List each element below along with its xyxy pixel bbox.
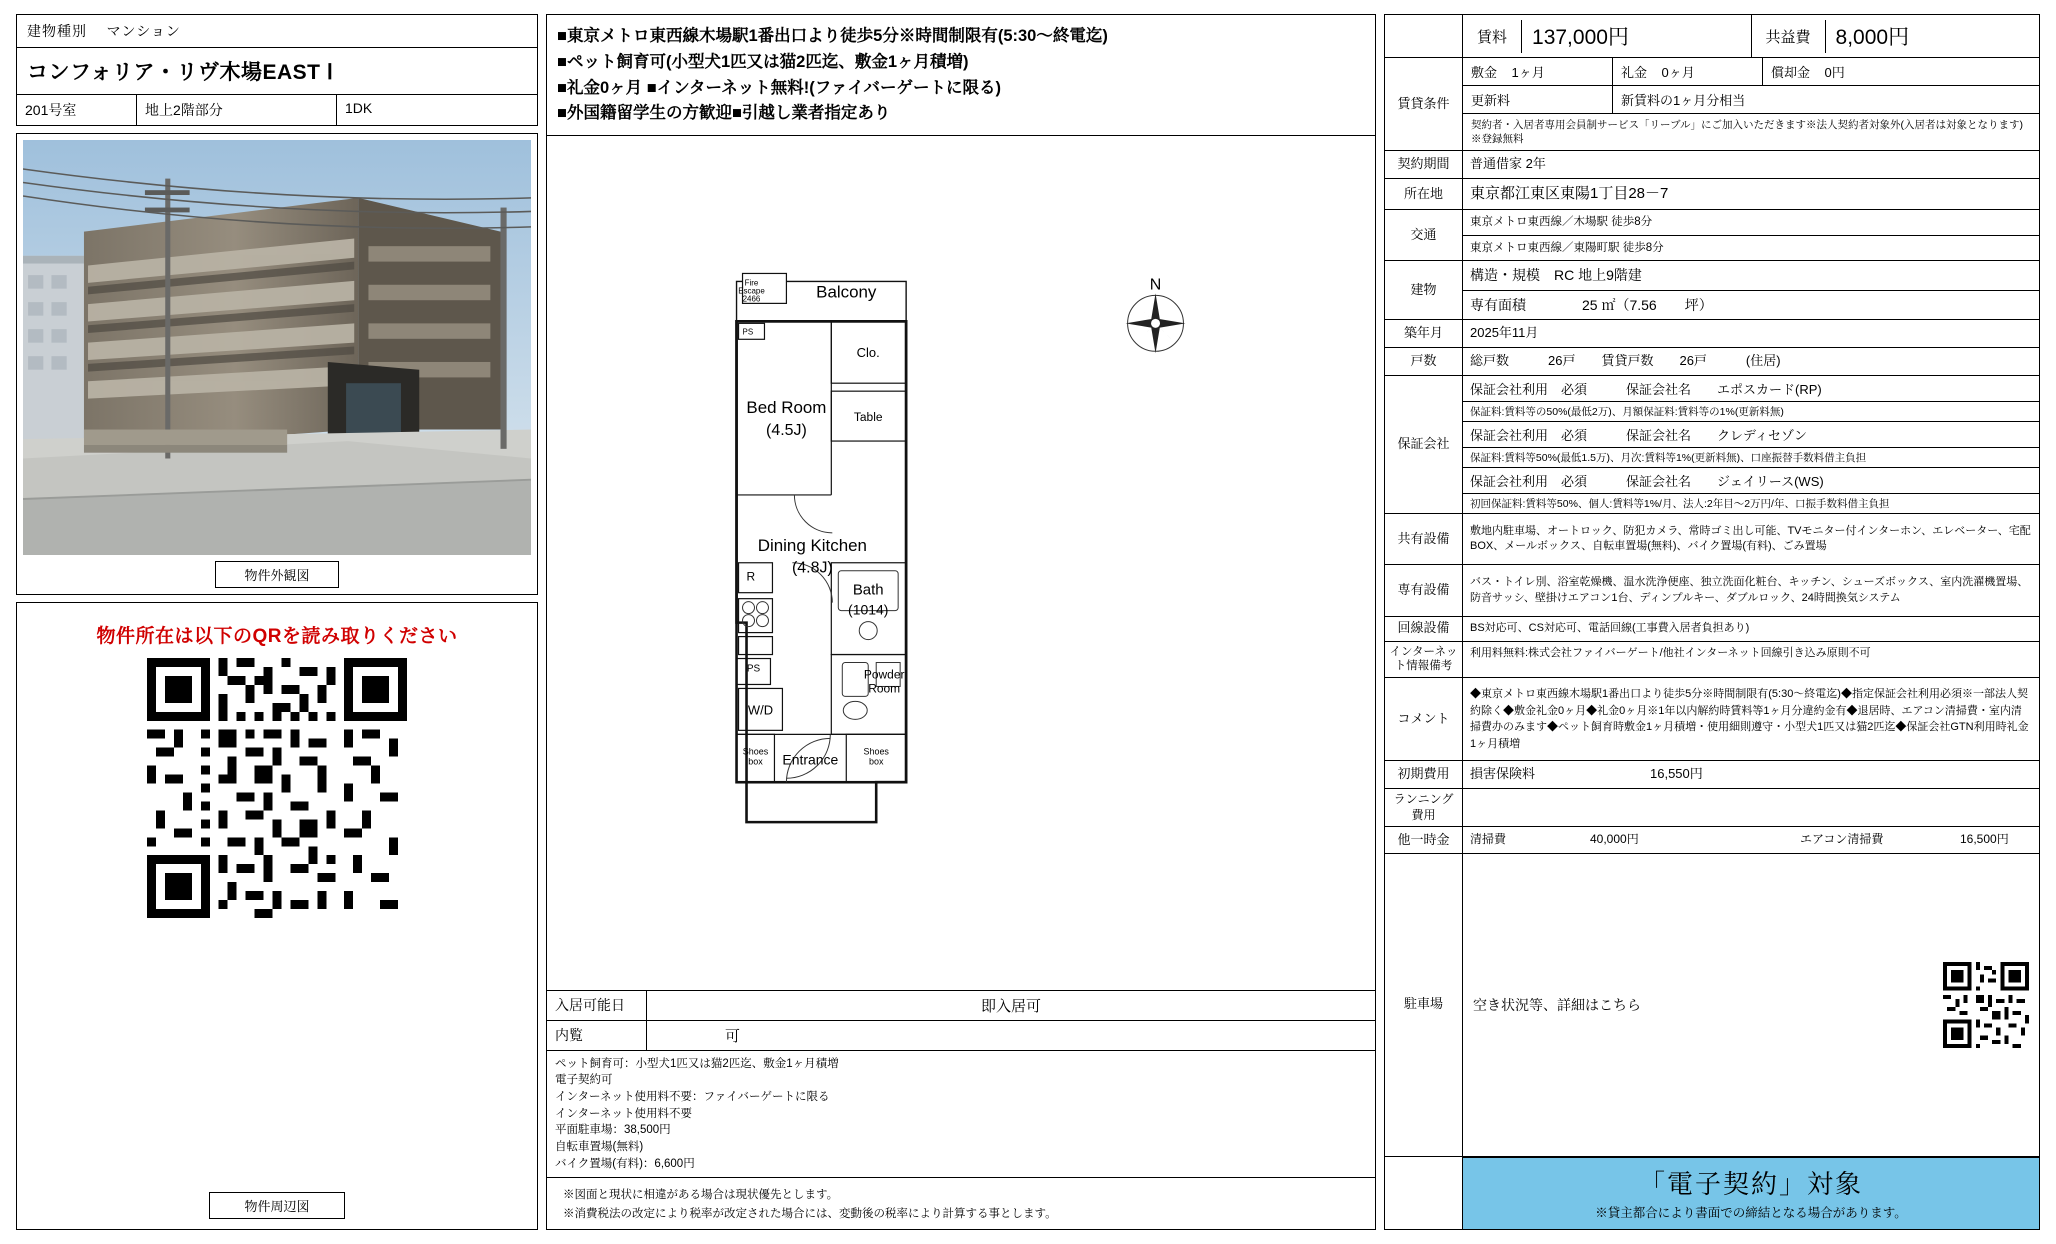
contract-period-label: 契約期間 (1385, 151, 1463, 178)
contract-period-value: 普通借家 2年 (1470, 156, 1546, 172)
table-label: Table (853, 410, 883, 425)
private-facilities-row (1385, 565, 2039, 617)
floorplan-box (546, 136, 1376, 991)
rent-header (1385, 15, 2039, 58)
right-column (1384, 14, 2040, 1230)
terms-row (1385, 58, 2039, 151)
footnote-line-1: ※図面と現状に相違がある場合は現状優先とします。 (563, 1189, 839, 1202)
guarantor-1-detail: 保証料:賃料等の50%(最低2万)、月額保証料:賃料等の1%(更新料無) (1463, 402, 2039, 422)
location-qr-code[interactable] (147, 658, 407, 918)
center-column (546, 14, 1376, 1230)
room-info-row (17, 95, 537, 125)
map-caption-wrap (23, 1192, 531, 1223)
amortization-value: 0円 (1824, 65, 1845, 80)
svg-text:2466: 2466 (742, 294, 761, 304)
guarantor-label: 保証会社 (1385, 376, 1463, 513)
shoes-box-label-1: Shoes (742, 746, 769, 757)
guarantor-1-line: 保証会社利用 必須 保証会社名 エポスカード(RP) (1463, 376, 2039, 402)
fineprint-line-3: インターネット使用料不要：ファイバーゲートに限る (555, 1090, 830, 1103)
building-label: 建物 (1385, 261, 1463, 319)
room-number: 201号室 (17, 95, 137, 125)
building-row (1385, 261, 2039, 320)
comment-label: コメント (1385, 678, 1463, 760)
line-equipment-value: BS対応可、CS対応可、電話回線(工事費入居者負担あり) (1470, 622, 1750, 635)
comment-value: ◆東京メトロ東西線木場駅1番出口より徒歩5分※時間制限有(5:30～終電迄)◆指定保証会社利用必須※一部法人契約除く◆敷金礼金0ヶ月◆礼金0ヶ月※1年以内解約時賃料等1ヶ月分違約金有◆退居時、エアコン清掃費・室内清掃費办のみます◆ペット飼育時敷金1ヶ月積増・使用細則遵守・小型犬1匹又は猫2匹迄◆保証会社GTN利用時礼金1ヶ月積増 (1470, 688, 2029, 750)
deposit-value: 1ヶ月 (1511, 65, 1545, 80)
denshi-banner (1463, 1157, 2039, 1229)
denshi-note: ※貸主都合により書面での締結となる場合があります。 (1595, 1206, 1907, 1220)
room-layout: 1DK (345, 100, 373, 116)
note-line-4: ■外国籍留学生の方歓迎■引越し業者指定あり (557, 104, 891, 123)
denshi-row (1385, 1157, 2039, 1229)
address-value: 東京都江東区東陽1丁目28－7 (1470, 185, 1669, 203)
dining-kitchen-label: Dining Kitchen (757, 535, 867, 555)
common-facilities-label: 共有設備 (1385, 514, 1463, 565)
deposit-label: 敷金 (1471, 65, 1498, 80)
building-type-row (17, 15, 537, 48)
left-column (16, 14, 538, 1230)
powder-room-label: Powder (863, 667, 905, 682)
fineprint-line-1: ペット飼育可：小型犬1匹又は猫2匹迄、敷金1ヶ月積増 (555, 1057, 839, 1070)
denshi-title: 「電子契約」対象 (1638, 1169, 1863, 1199)
property-header (16, 14, 538, 126)
building-type-label: 建物種別 (27, 23, 87, 39)
other-cost-value-1: 40,000円 (1590, 832, 1639, 847)
other-cost-item-2: エアコン清掃費 (1800, 832, 1884, 847)
transport-line-1: 東京メトロ東西線／木場駅 徒歩8分 (1463, 210, 2039, 236)
fineprint-line-5: 平面駐車場：38,500円 (555, 1124, 671, 1137)
svg-text:Escape: Escape (738, 286, 765, 296)
other-cost-row (1385, 827, 2039, 853)
preview-row (547, 1021, 1375, 1051)
running-cost-label: ランニング費用 (1385, 789, 1463, 826)
page-title: コンフォリア・リヴ木場EAST Ⅰ (17, 48, 537, 95)
common-facilities-row (1385, 514, 2039, 566)
availability-box (546, 991, 1376, 1230)
compass-rose (1126, 276, 1186, 353)
bath-label: Bath (852, 581, 884, 599)
key-money-value: 0ヶ月 (1661, 65, 1695, 80)
svg-text:box: box (868, 756, 884, 767)
guarantor-3-detail: 初回保証料:賃料等50%、個人:賃料等1%/月、法人:2年目～2万円/年、口振手数料借主負担 (1470, 497, 1890, 510)
fineprint-line-4: インターネット使用料不要 (555, 1107, 692, 1120)
washer-dryer-label: W/D (747, 702, 774, 718)
fineprint-line-6: 自転車置場(無料) (555, 1140, 644, 1153)
line-equipment-label: 回線設備 (1385, 617, 1463, 640)
comment-row (1385, 678, 2039, 761)
transport-label: 交通 (1385, 210, 1463, 260)
svg-text:(4.5J): (4.5J) (766, 422, 807, 440)
renewal-row (1463, 86, 2039, 114)
common-facilities-value: 敷地内駐車場、オートロック、防犯カメラ、常時ゴミ出し可能、TVモニター付インターホン、エレベーター、宅配BOX、メールボックス、自転車置場(無料)、バイク置場(有料)、ごみ置場 (1470, 524, 2031, 552)
initial-cost-label: 初期費用 (1385, 761, 1463, 788)
internet-row (1385, 642, 2039, 679)
move-in-row (547, 991, 1375, 1021)
move-in-value: 即入居可 (980, 997, 1041, 1015)
refrigerator-label: R (746, 569, 756, 584)
key-money-cell (1613, 58, 1763, 85)
notes-block (546, 14, 1376, 136)
fineprint-line-2: 電子契約可 (555, 1074, 613, 1087)
svg-text:PS: PS (742, 327, 754, 337)
svg-text:box: box (748, 756, 763, 767)
move-in-label: 入居可能日 (547, 991, 647, 1020)
preview-label: 内覧 (547, 1021, 647, 1050)
note-line-1: ■東京メトロ東西線木場駅1番出口より徒歩5分※時間制限有(5:30～終電迄) (557, 27, 1108, 45)
building-type-value: マンション (106, 23, 181, 39)
age-row (1385, 320, 2039, 348)
deposit-cell (1463, 58, 1613, 85)
exterior-caption: 物件外観図 (215, 561, 338, 588)
transport-row (1385, 210, 2039, 261)
rent-value: 137,000円 (1532, 26, 1629, 49)
units-row (1385, 348, 2039, 376)
parking-value: 空き状況等、詳細はこちら (1473, 996, 1641, 1013)
exterior-photo-box (16, 133, 538, 595)
balcony-label: Balcony (816, 282, 877, 302)
private-facilities-value: バス・トイレ別、浴室乾燥機、温水洗浄便座、独立洗面化粧台、キッチン、シューズボックス、室内洗濯機置場、防音サッシ、壁掛けエアコン1台、ディンプルキー、ダブルロック、24時間換気システム (1470, 576, 2029, 604)
internet-label: インターネット情報備考 (1385, 642, 1463, 678)
age-value: 2025年11月 (1470, 324, 1539, 340)
svg-text:Room: Room (868, 681, 901, 696)
preview-value: 可 (725, 1027, 741, 1045)
parking-label: 駐車場 (1385, 854, 1463, 1156)
internet-value: 利用料無料:株式会社ファイバーゲート/他社インターネット回線引き込み原則不可 (1470, 646, 1871, 659)
contract-period-row (1385, 151, 2039, 179)
fineprint-line-7: バイク置場(有料)：6,600円 (555, 1157, 695, 1170)
guarantor-2-line: 保証会社利用 必須 保証会社名 クレディセゾン (1463, 422, 2039, 448)
fire-escape-label: Fire (744, 278, 759, 288)
entrance-label: Entrance (782, 751, 839, 768)
shoes-box-label-2: Shoes (863, 746, 889, 757)
private-facilities-label: 専有設備 (1385, 565, 1463, 616)
svg-text:(4.8J): (4.8J) (791, 559, 833, 577)
transport-line-2: 東京メトロ東西線／東陽町駅 徒歩8分 (1470, 241, 1664, 254)
address-row (1385, 179, 2039, 210)
member-service-note: 契約者・入居者専用会員制サービス「リーブル」にご加入いただきます※法人契約者対象外(入居者は対象となります) ※登録無料 (1471, 119, 2034, 146)
deposit-row (1463, 58, 2039, 86)
initial-cost-row (1385, 761, 2039, 789)
amortization-label: 償却金 (1771, 65, 1811, 80)
age-label: 築年月 (1385, 320, 1463, 347)
renewal-value: 新賃料の1ヶ月分相当 (1621, 93, 1746, 108)
guarantor-row (1385, 376, 2039, 514)
qr-title: 物件所在は以下のQRを読み取りください (96, 626, 458, 647)
other-cost-value-2: 16,500円 (1960, 832, 2009, 847)
svg-text:N: N (1149, 276, 1162, 294)
footnote-block (547, 1178, 1375, 1229)
address-label: 所在地 (1385, 179, 1463, 209)
note-line-2: ■ペット飼育可(小型犬1匹又は猫2匹迄、敷金1ヶ月積増) (557, 52, 969, 71)
guarantor-3-line: 保証会社利用 必須 保証会社名 ジェイリース(WS) (1463, 468, 2039, 494)
parking-row (1385, 854, 2039, 1157)
svg-text:(1014): (1014) (848, 601, 889, 618)
exterior-photo (23, 140, 531, 555)
line-equipment-row (1385, 617, 2039, 641)
building-structure: 構造・規模 RC 地上9階建 (1463, 261, 2039, 290)
units-label: 戸数 (1385, 348, 1463, 375)
map-caption: 物件周辺図 (209, 1192, 344, 1219)
note-line-3: ■礼金0ヶ月 ■インターネット無料!(ファイバーゲートに限る) (557, 78, 1002, 97)
running-cost-row (1385, 789, 2039, 827)
room-floor: 地上2階部分 (137, 95, 337, 125)
units-value: 総戸数 26戸 賃貸戸数 26戸 (住居) (1470, 352, 1781, 368)
bedroom-label: Bed Room (746, 398, 827, 418)
running-cost-value (1463, 789, 2039, 826)
renewal-label: 更新料 (1463, 86, 1613, 113)
amortization-cell (1763, 58, 2039, 85)
other-cost-item-1: 清掃費 (1470, 832, 1507, 847)
common-fee-label: 共益費 (1752, 20, 1826, 53)
fineprint-block (547, 1051, 1375, 1179)
exterior-caption-wrap (23, 561, 531, 588)
footnote-line-2: ※消費税法の改定により税率が改定された場合には、変動後の税率により計算する事とします。 (563, 1207, 1057, 1220)
initial-cost-item: 損害保険料 (1470, 766, 1536, 782)
rent-label: 賃料 (1463, 20, 1522, 53)
key-money-label: 礼金 (1621, 65, 1648, 80)
floorplan-drawing (547, 136, 1375, 990)
ps-label: PS (746, 663, 761, 675)
building-area: 専有面積 25 ㎡（7.56 坪） (1470, 296, 1713, 313)
qr-box (16, 602, 538, 1230)
initial-cost-value: 16,550円 (1650, 766, 1703, 782)
closet-label: Clo. (856, 345, 880, 361)
terms-label: 賃貸条件 (1385, 58, 1463, 150)
parking-qr-code[interactable] (1943, 962, 2029, 1048)
common-fee-value: 8,000円 (1835, 26, 1910, 49)
other-cost-label: 他一時金 (1385, 827, 1463, 852)
guarantor-2-detail: 保証料:賃料等50%(最低1.5万)、月次:賃料等1%(更新料無)、口座振替手数料借主負担 (1463, 448, 2039, 468)
